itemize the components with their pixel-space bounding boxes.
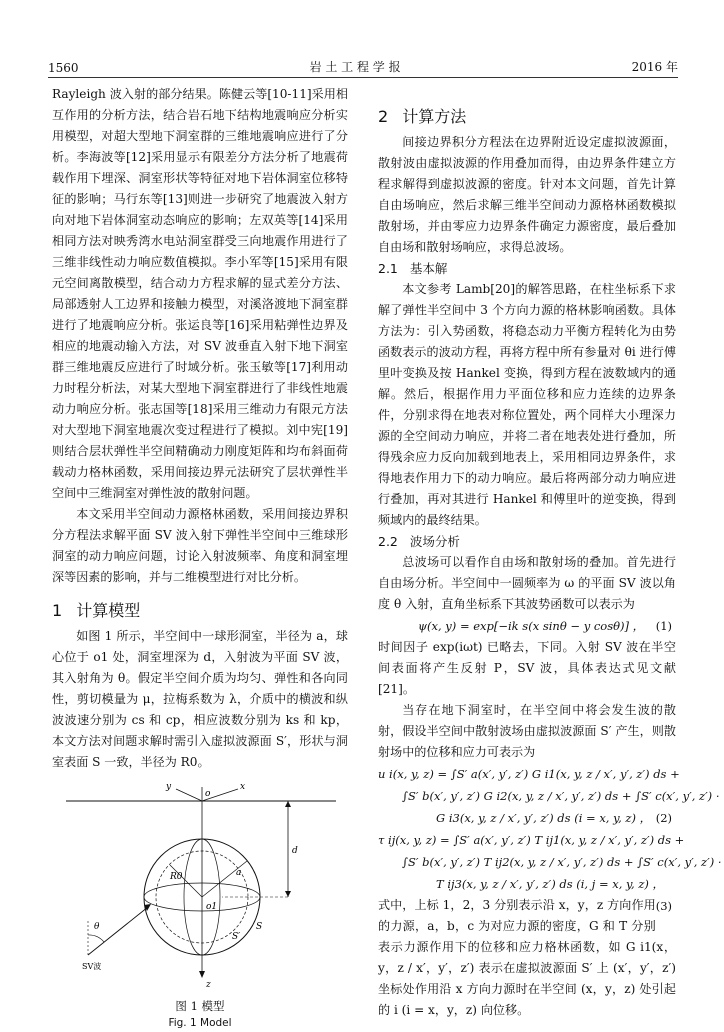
subsection-heading-2-2 (378, 531, 676, 552)
section-title: 计算模型 (76, 601, 141, 620)
label-a: a (236, 868, 242, 878)
label-sv: SV波 (82, 962, 102, 971)
equation-line (378, 873, 676, 913)
y-axis (176, 789, 202, 801)
figure-1 (52, 779, 348, 1029)
subsection-title: 基本解 (409, 261, 448, 276)
label-x: x (240, 782, 246, 792)
paragraph: 间接边界积分方程法在边界附近设定虚拟波源面，散射波由虚拟波源的作用叠加而得，由边界条件建立方程求解得到虚拟波源的密度。针对本文问题，首先计算自由场响应，然后求解三维半空间动力源格林函数模拟散射场，并由零应力边界条件确定力源密度，最后叠加自由场和散射场响应，求得总波场。 (378, 135, 676, 254)
equation-line-body: G i3(x, y, z / x′, y′, z′) ds (i = x, y, z) ， (436, 811, 652, 825)
section-number: 2 (378, 107, 389, 126)
equation-number: (3) (655, 899, 672, 913)
equation-1 (378, 615, 676, 637)
z-arrow (199, 971, 205, 978)
figure-caption: 图 1 模型 (175, 999, 225, 1013)
section-number: 1 (52, 601, 63, 620)
header-rule (48, 77, 678, 78)
figure-caption-en: Fig. 1 Model (168, 1017, 232, 1029)
equation-line: u i(x, y, z) = ∫S′ a(x′, y′, z′) G i1(x, y, z / x′, y′, z′) ds + (378, 767, 680, 781)
page-number: 1560 (48, 61, 79, 75)
equation-line (378, 807, 676, 829)
page-header (48, 55, 678, 75)
paragraph: Rayleigh 波入射的部分结果。陈健云等[10-11]采用相互作用的分析方法，结合岩石地下结构地震响应分析实用模型，对超大型地下洞室群的三维地震响应进行了分析。李海波等[12]采用显示有限差分方法分析了地震荷载作用下埋深、洞室形状等特征对地下岩体洞室位移特征的影响；马行东等[13]则进一步研究了地震波入射方向对地下岩体洞室动态响应的影响；左双英等[14]采用相同方法对映秀湾水电站洞室群受三向地震作用进行了三维非线性动力响应数值模拟。李小军等[15]采用有限元空间离散模型，结合动力方程求解的显式差分方法、局部透射人工边界和接触力模型，对溪洛渡地下洞室群进行了地震响应分析。张运良等[16]采用粘弹性边界及相应的地震动输入方法，对 SV 波垂直入射下地下洞室群三维地震反应进行了时域分析。张玉敏等[17]利用动力时程分析法，对某大型地下洞室群进行了非线性地震动力响应分析。张志国等[18]采用三维动力有限元方法对大型地下洞室地震次变过程进行了模拟。刘中宪[19]则结合层状弹性半空间精确动力刚度矩阵和均布斜面荷载动力格林函数，采用间接边界元法研究了层状弹性半空间中三维洞室对弹性波的散射问题。 (52, 87, 348, 500)
subsection-number: 2.2 (378, 534, 398, 549)
label-theta: θ (94, 922, 100, 932)
label-s: S (256, 922, 263, 932)
model-diagram (52, 779, 348, 991)
label-sp: S′ (232, 932, 241, 942)
equation-line: ∫S′ b(x′, y′, z′) T ij2(x, y, z / x′, y′, z′) ds + ∫S′ c(x′, y′, z′) · (402, 855, 722, 869)
paragraph: 本文采用半空间动力源格林函数，采用间接边界积分方程法求解平面 SV 波入射下弹性半空间中三维球形洞室的动力响应问题，讨论入射波频率、角度和洞室埋深等因素的影响，并与二维模型进行对比分析。 (52, 507, 348, 584)
incident-angle-arc (88, 935, 104, 942)
subsection-heading-2-1 (378, 258, 676, 279)
paragraph: 当存在地下洞室时，在半空间中将会发生波的散射，假设半空间中散射波场由虚拟波源面 S′ 产生，则散射场中的位移和应力可表示为 (378, 703, 676, 759)
radius-a (202, 861, 247, 897)
section-title: 计算方法 (402, 107, 467, 126)
depth-arrow-bottom (285, 891, 291, 897)
subsection-number: 2.1 (378, 261, 398, 276)
subsection-title: 波场分析 (409, 534, 460, 549)
label-d: d (292, 846, 298, 856)
journal-name: 岩 土 工 程 学 报 (309, 60, 401, 74)
right-column (378, 84, 722, 1021)
paragraph: 本文参考 Lamb[20]的解答思路，在柱坐标系下求解了弹性半空间中 3 个方向力源的格林影响函数。具体方法为：引入势函数，将稳态动力平衡方程转化为由势函数表示的波动方程，再将方程中所有参量对 θi 进行傅里叶变换及按 Hankel 变换，得到方程在波数域内的通解。然后，根据作用力平面位移和应力连续的边界条件，分别求得在地表对称位置处，两个同样大小理深力源的全空间动力响应，并将二者在地表处进行叠加，所得残余应力反向加载到地表上，采用相同边界条件，求得地表作用力下的动力响应。最后将两部分动力响应进行叠加，再对其进行 Hankel 和傅里叶的逆变换，得到频域内的最终结果。 (378, 282, 676, 527)
label-o1: o1 (206, 902, 218, 912)
equation-line: τ ij(x, y, z) = ∫S′ a(x′, y′, z′) T ij1(x, y, z / x′, y′, z′) ds + (378, 833, 685, 847)
paragraph: 式中，上标 1，2，3 分别表示沿 x，y，z 方向作用的力源，a，b，c 为对应力源的密度，G 和 T 分别表示力源作用下的位移和应力格林函数，如 G i1(x，y，z / x′，y′，z′) 表示在虚拟波源面 S′ 上 (x′，y′，z′) 坐标处作用沿 x 方向力源时在半空间 (x，y，z) 处引起的 i (i = x，y，z) 向位移。 (378, 898, 676, 1017)
year: 2016 年 (631, 60, 678, 74)
left-column (52, 84, 348, 1029)
label-o: o (205, 789, 211, 799)
equation-2 (378, 763, 720, 829)
equation-3 (378, 829, 722, 913)
depth-arrow-top (285, 801, 291, 807)
label-y: y (166, 782, 172, 792)
section-heading-1 (52, 600, 348, 622)
paragraph: 总波场可以看作自由场和散射场的叠加。首先进行自由场分析。半空间中一圆频率为 ω 的平面 SV 波以角度 θ 入射，直角坐标系下其波势函数可以表示为 (378, 555, 676, 611)
label-r0: R0 (170, 872, 183, 882)
equation-number: (2) (655, 811, 672, 825)
equation-number: (1) (655, 619, 672, 633)
equation-line-body: T ij3(x, y, z / x′, y′, z′) ds (i, j = x, y, z) ， (436, 877, 665, 891)
paragraph: 如图 1 所示，半空间中一球形洞室，半径为 a，球心位于 o1 处，洞室埋深为 d，入射波为平面 SV 波，其入射角为 θ。假定半空间介质为均匀、弹性和各向同性，剪切模量为 μ，拉梅系数为 λ，介质中的横波和纵波波速分别为 cs 和 cp，相应波数分别为 ks 和 kp，本文方法对间题求解时需引入虚拟波源面 S′，形状与洞室表面 S 一致，半径为 R0。 (52, 629, 348, 769)
equation-body: ψ(x, y) = exp[−ik s(x sinθ − y cosθ)] ， (418, 619, 645, 633)
equation-line: ∫S′ b(x′, y′, z′) G i2(x, y, z / x′, y′, z′) ds + ∫S′ c(x′, y′, z′) · (402, 789, 720, 803)
paragraph: 时间因子 exp(iωt) 已略去，下同。入射 SV 波在半空间表面将产生反射 P，SV 波，具体表达式见文献[21]。 (378, 640, 676, 696)
section-heading-2 (378, 106, 676, 128)
label-z: z (206, 980, 211, 990)
